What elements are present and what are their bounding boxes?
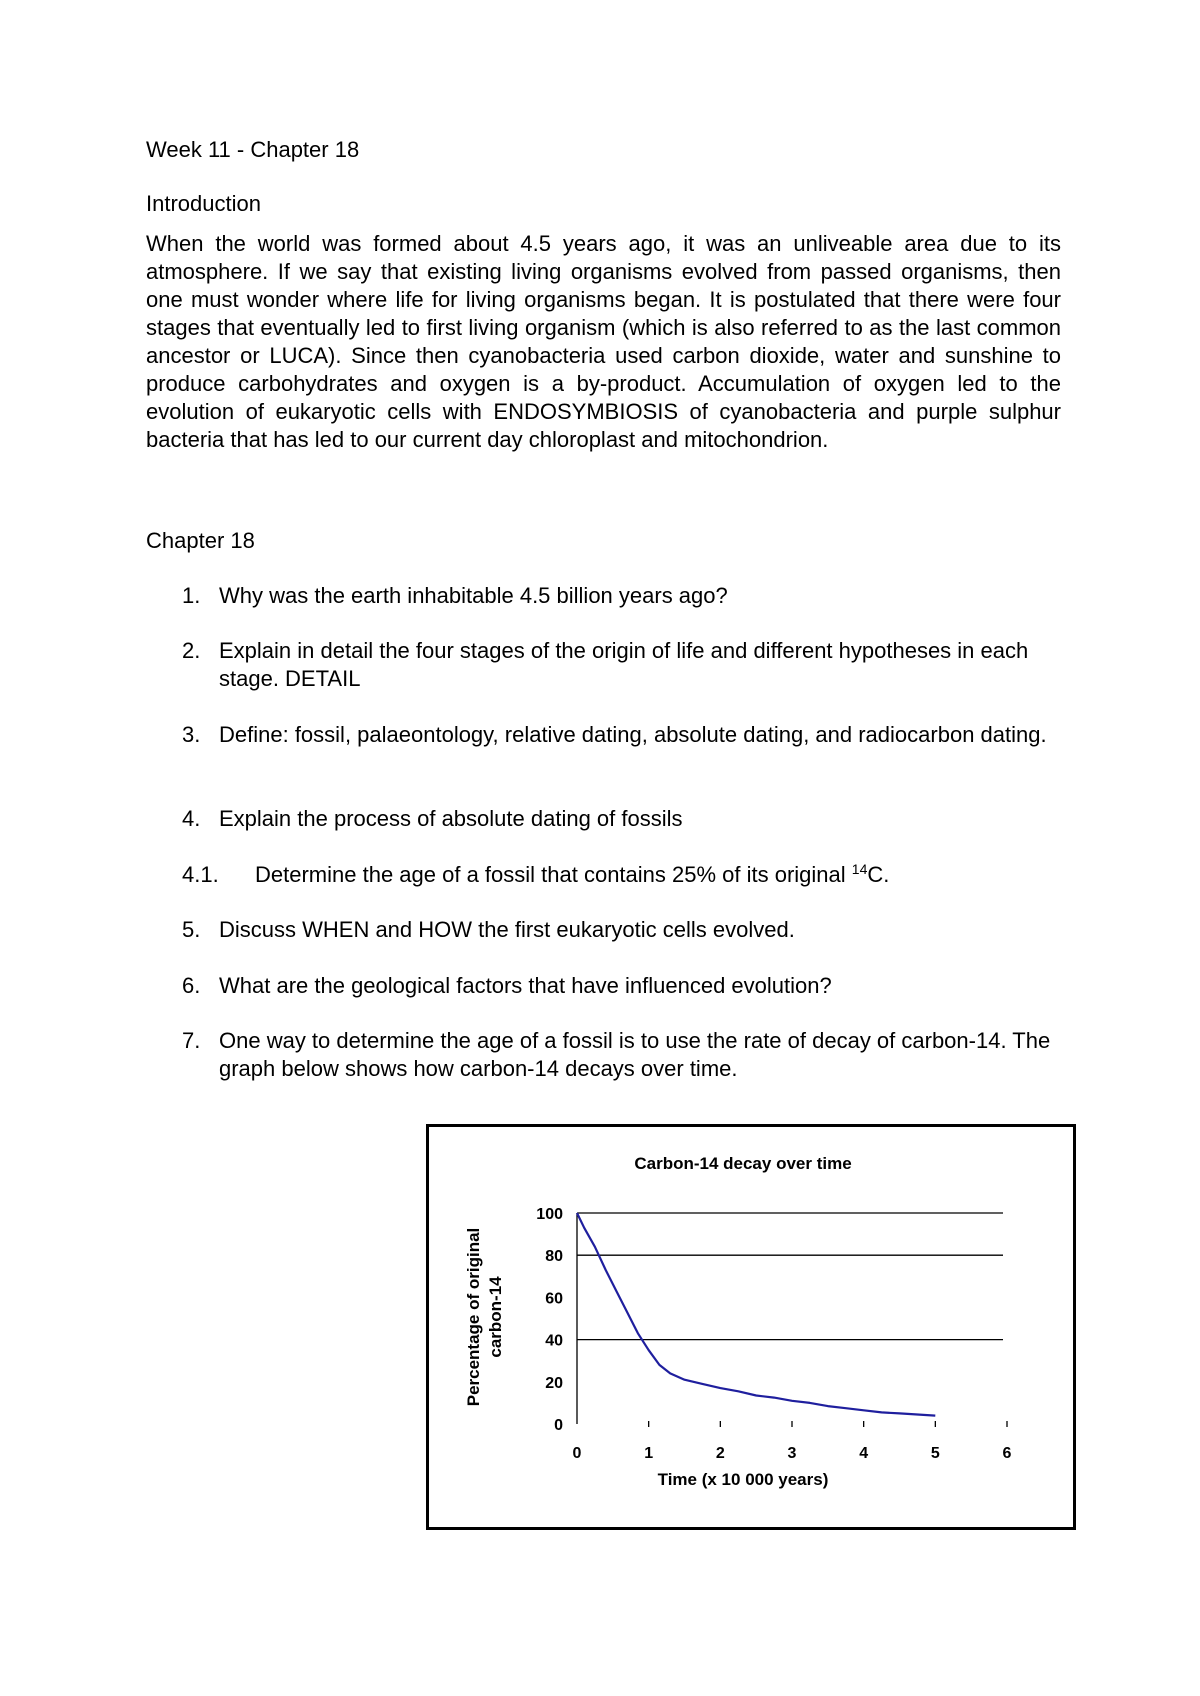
question-number: 4. bbox=[182, 806, 201, 831]
plot-area bbox=[536, 1206, 1011, 1462]
y-axis-label-group bbox=[464, 1228, 505, 1407]
question-text: Why was the earth inhabitable 4.5 billion years ago? bbox=[219, 583, 728, 608]
y-tick-label: 20 bbox=[545, 1374, 563, 1392]
isotope-superscript: 14 bbox=[851, 861, 868, 877]
question-text-part: Determine the age of a fossil that contains 25% of its original bbox=[255, 862, 852, 887]
series-line bbox=[577, 1213, 935, 1416]
y-tick-label: 100 bbox=[536, 1206, 563, 1223]
x-tick-label: 1 bbox=[644, 1445, 654, 1462]
x-tick-label: 5 bbox=[930, 1445, 940, 1462]
question-text: What are the geological factors that have influenced evolution? bbox=[219, 973, 832, 998]
x-tick-label: 6 bbox=[1002, 1445, 1012, 1462]
question-text-part: C. bbox=[867, 862, 890, 887]
question-number: 5. bbox=[182, 917, 201, 942]
question-number: 3. bbox=[182, 722, 201, 747]
introduction-heading: Introduction bbox=[146, 191, 261, 216]
chart-frame bbox=[426, 1124, 1076, 1530]
question-number: 4.1. bbox=[182, 862, 219, 887]
x-tick-label: 3 bbox=[787, 1445, 797, 1462]
x-axis-label: Time (x 10 000 years) bbox=[657, 1470, 829, 1489]
question-number: 1. bbox=[182, 583, 201, 608]
question-text: Explain in detail the four stages of the origin of life and different hypotheses in each stage. DETAIL bbox=[219, 638, 1029, 691]
y-tick-label: 80 bbox=[545, 1248, 563, 1266]
question-text: Discuss WHEN and HOW the first eukaryotic cells evolved. bbox=[219, 917, 795, 942]
x-tick-label: 2 bbox=[715, 1445, 725, 1462]
chart-title: Carbon-14 decay over time bbox=[634, 1154, 852, 1173]
page-title: Week 11 - Chapter 18 bbox=[146, 137, 360, 162]
y-tick-label: 60 bbox=[545, 1290, 563, 1308]
question-text bbox=[255, 861, 1061, 889]
y-axis-label-line: carbon-14 bbox=[486, 1276, 505, 1358]
x-tick-label: 4 bbox=[859, 1445, 869, 1462]
question-text: Explain the process of absolute dating of fossils bbox=[219, 806, 683, 831]
chapter-heading: Chapter 18 bbox=[146, 528, 255, 553]
y-tick-label: 0 bbox=[554, 1417, 563, 1434]
y-tick-label: 40 bbox=[545, 1332, 563, 1350]
introduction-paragraph: When the world was formed about 4.5 years ago, it was an unliveable area due to its atmosphere. If we say that existing living organisms evolved from passed organisms, then one must wonder where life for living organisms began. It is postulated that there were four stages that eventually led to first living organism (which is also referred to as the last common ancestor or LUCA). Since then cyanobacteria used carbon dioxide, water and sunshine to produce carbohydrates and oxygen is a by-product. Accumulation of oxygen led to the evolution of eukaryotic cells with ENDOSYMBIOSIS of cyanobacteria and purple sulphur bacteria that has led to our current day chloroplast and mitochondrion. bbox=[146, 231, 1061, 452]
question-number: 6. bbox=[182, 973, 201, 998]
question-text: One way to determine the age of a fossil is to use the rate of decay of carbon-14. The graph below shows how carbon-14 decays over time. bbox=[219, 1028, 1051, 1081]
question-number: 2. bbox=[182, 638, 201, 663]
question-number: 7. bbox=[182, 1028, 201, 1053]
y-axis-label-line: Percentage of original bbox=[464, 1227, 483, 1407]
question-text: Define: fossil, palaeontology, relative dating, absolute dating, and radiocarbon dating. bbox=[219, 722, 1047, 747]
carbon-decay-chart bbox=[429, 1127, 1073, 1527]
x-tick-label: 0 bbox=[572, 1445, 582, 1462]
